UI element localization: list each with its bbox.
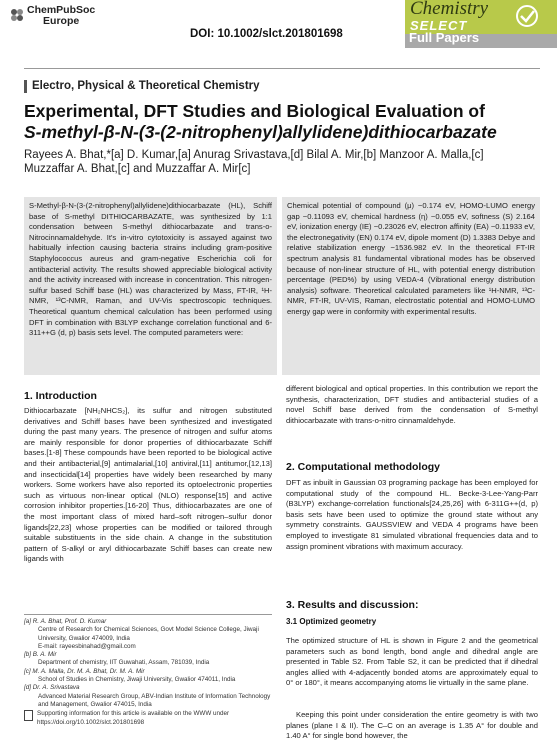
authors-line2: Muzzaffar A. Bhat,[c] and Muzzaffar A. Mir[c]	[24, 163, 251, 175]
authors-line1: Rayees A. Bhat,*[a] D. Kumar,[a] Anurag Srivastava,[d] Bilal A. Mir,[b] Manzoor A. Malla,[c]	[24, 149, 484, 161]
supporting-info	[24, 710, 274, 727]
journal-name: Chemistry	[410, 0, 489, 19]
supporting-info-text[interactable]: Supporting information for this article is available on the WWW under https://doi.org/10.1002/slct.201801698	[37, 710, 230, 726]
header-divider	[24, 68, 540, 69]
doi[interactable]: DOI: 10.1002/slct.201801698	[190, 28, 343, 40]
publisher-line2: Europe	[43, 15, 80, 27]
abstract-right: Chemical potential of compound (μ) −0.174 eV, HOMO-LUMO energy gap −0.11093 eV, chemical hardness (η) −0.055 eV, softness (S) 2.164 eV, ionization energy (IE) −0.23026 eV, electron affinity (EA) −0.11933 eV, the electronegativity (EN) 0.174 eV, dipole moment (D) 1.3383 Debye and relative stabilization energy −1536.982 eV. In the theoretical FT-IR spectrum analysis 81 fundamental vibrational modes has be observed because of non-linear structure of HL, with potential energy distribution percentage (PED%) by using VEDA-4 (Vibrational energy distribution analysis) software. Theoretical calculated parameters like ¹H-NMR, ¹³C-NMR, FT-IR, UV-VIS, Raman, electrostatic potential and HOMO-LUMO energy gap were in conformity with experimental results.	[282, 197, 540, 375]
affil-c-addr: School of Studies in Chemistry, Jiwaji University, Gwalior 474011, India	[38, 676, 236, 684]
article-title	[24, 101, 539, 143]
intro-heading: 1. Introduction	[24, 390, 97, 402]
opt-heading: 3.1 Optimized geometry	[286, 617, 377, 626]
comp-heading: 2. Computational methodology	[286, 461, 440, 473]
affiliations	[24, 618, 274, 727]
intro-text: Dithiocarbazate [NH₂NHCS₂], its sulfur and nitrogen substituted derivatives and Schiff bases have been synthesized and investigated during the past many years. The presence of nitrogen and sulfur atoms are mainly responsible for donor properties of dithiocarbazate Schiff bases.[1-8] These compounds have been reported to be biological active and their antibacterial,[9] antimalarial,[10] antiviral,[11] antitumor,[12,13] and insecticidal[14] properties have widely been researched by many workers. Some workers have also reported its optoelectronic properties such as virtuous non-linear optical (NLO) response[15] and active corrosion inhibitor properties.[16-20] Thus, dithiocarbazates are one of the most important class of mixed hard–soft nitrogen–sulfur donor ligands[22,23] whose properties can be modified or tailored through suitable substituents in the side chain. A change in the substitution pattern of S-alkyl or aryl dithiocarbazate Schiff bases can create new ligands with	[24, 406, 272, 564]
journal-select: SELECT	[410, 18, 468, 33]
title-line1: Experimental, DFT Studies and Biological Evaluation of	[24, 101, 485, 121]
document-icon	[24, 710, 33, 721]
article-type: Full Papers	[409, 30, 480, 45]
publisher-line1: ChemPubSoc	[27, 4, 96, 16]
opt-text-2: Keeping this point under consideration the entire geometry is with two planes (plane I & II). The C–C on an average is 1.35 A° for double and 1.40 A° for single bond however, the	[286, 710, 538, 741]
affil-a-email: E-mail: rayeesbinahad@gmail.com	[38, 642, 136, 650]
opt-text-1: The optimized structure of HL is shown in Figure 2 and the geometrical parameters such as bond length, bond angle and dihedral angle are presented in Table S2. From Table S2, it can be predicted that if dihedral angles allied with 4-adjacently bonded atoms are approximately equal to 0° or 180°, it means accompanying atoms lie virtually in the same plane.	[286, 636, 538, 688]
comp-text: DFT as inbuilt in Gaussian 03 programing package has been employed for computational study of the compound HL. Becke-3-Lee-Yang-Parr (B3LYP) exchange-correlation functionals[24,25,26] with 6-311G++(d, p) basis sets have been used to optimize the ground state without any symmetry constraints. GAUSSVIEW and VEDA 4 programs have been employed to investigate 81 simulated vibrational frequencies data and to assign prominent vibrations with maximum accuracy.	[286, 478, 538, 551]
chempubsoc-logo-icon	[9, 7, 25, 23]
abstract-left: S-Methyl-β-N-(3-(2-nitrophenyl)allylidene)dithiocarbazate (HL), Schiff base of S-methyl DITHIOCARBAZATE, was synthesized by 1:1 condensation between S-methyl dithiocarbazate and trans-o-Nitrocinnamaldehyde. It's in-vitro cytotoxicity is assayed against two habitually infection causing bacteria strains including gram-positive Staphylococcus aureus and gram-negative Escherichia coli for antibacterial activity. The results showed appreciable biological activity and the activity increased with increase in concentration. This nitrogen-sulfur based Schiff base (HL) was characterized by Mass, FT-IR, ¹H-NMR, ¹³C-NMR, Raman, and UV-Vis spectroscopic techniques. Theoretical quantum chemical calculation has been performed using DFT in combination with B3LYP exchange correlation functional and 6-311++G (d, p) basis sets level. The computed parameters were:	[24, 197, 277, 375]
intro-continued: different biological and optical properties. In this contribution we report the synthesis, characterization, DFT studies and antibacterial studies of a novel Schiff base derived from the condensation of S-methyl dithiocarbazate with trans-o-nitro cinnamaldehyde.	[286, 384, 538, 425]
affil-c: [c] M. A. Malla, Dr. M. A. Bhat, Dr. M. A. Mir	[24, 667, 145, 675]
checkmark-icon	[515, 4, 539, 28]
footnote-divider	[24, 614, 272, 615]
affil-a-addr: Centre of Research for Chemical Sciences, Govt Model Science College, Jiwaji University, Gwalior 474009, India	[38, 626, 259, 642]
journal-banner	[405, 0, 557, 48]
affil-d: [d] Dr. A. Srivastava	[24, 684, 80, 692]
affil-b: [b] B. A. Mir	[24, 651, 57, 659]
author-list	[24, 148, 539, 176]
section-tag: Electro, Physical & Theoretical Chemistry	[24, 80, 260, 93]
affil-b-addr: Department of chemistry, IIT Guwahati, Assam, 781039, India	[38, 659, 210, 667]
results-heading: 3. Results and discussion:	[286, 599, 419, 611]
title-line2: S-methyl-β-N-(3-(2-nitrophenyl)allylidene)dithiocarbazate	[24, 122, 497, 142]
publisher-logo-text	[27, 5, 95, 27]
affil-d-addr: Advanced Material Research Group, ABV-Indian Institute of Information Technology and Management, Gwalior 474015, India	[38, 692, 271, 708]
affil-a: [a] R. A. Bhat, Prof. D. Kumar	[24, 618, 107, 625]
